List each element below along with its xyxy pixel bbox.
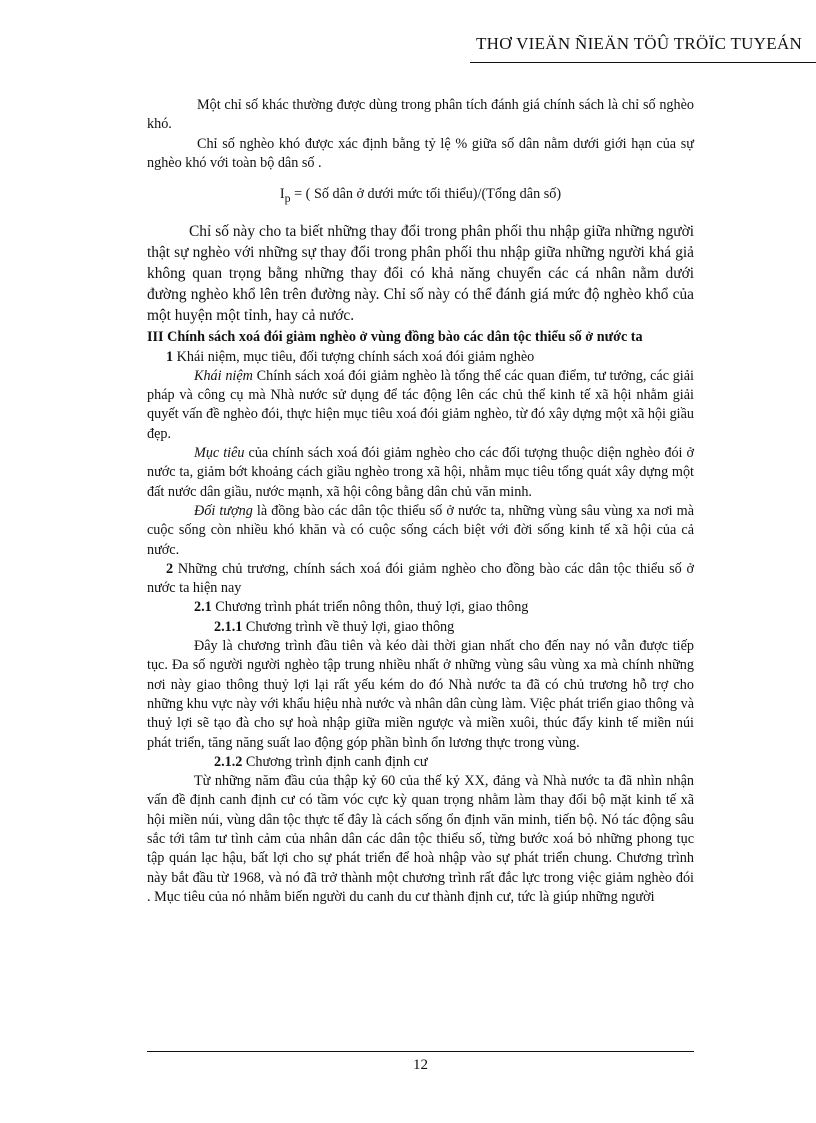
page-body	[147, 96, 694, 907]
formula-symbol: I	[279, 186, 285, 203]
subheading-2	[147, 560, 694, 599]
footer-divider	[147, 1051, 694, 1052]
paragraph-objective	[147, 444, 694, 502]
formula-poverty-index	[147, 185, 694, 208]
header-divider	[470, 62, 816, 63]
subheading-2-1-number: 2.1	[194, 599, 212, 616]
running-header: THƠ VIEÄN ÑIEÄN TÖÛ TRÖÏC TUYEÁN	[476, 34, 803, 53]
subheading-2-1-2	[147, 753, 694, 772]
formula-subscript: p	[284, 191, 291, 206]
subheading-2-text: Những chủ trương, chính sách xoá đói giảm nghèo cho đồng bào các dân tộc thiểu số ở nước ta hiện nay	[147, 560, 694, 597]
subheading-1	[147, 348, 694, 367]
term-objective: Mục tiêu	[194, 445, 245, 462]
paragraph-poverty-index-definition: Chỉ số nghèo khó được xác định bằng tỷ lệ % giữa số dân nằm dưới giới hạn của sự nghèo khó với toàn bộ dân số .	[147, 135, 694, 171]
paragraph-poverty-index-intro: Một chỉ số khác thường được dùng trong phân tích đánh giá chính sách là chỉ số nghèo khó.	[147, 97, 694, 133]
paragraph-irrigation-transport: Đây là chương trình đầu tiên và kéo dài thời gian nhất cho đến nay nó vẫn được tiếp tục. Đa số người người nghèo tập trung nhiều nhất ở những vùng sâu vùng xa mà chính những nơi này giao thông thuỷ lợi lại rất yếu kém do đó Nhà nước ta đã có chủ trương hỗ trợ cho những khu vực này với khẩu hiệu nhà nước và nhân dân cùng làm. Việc phát triển giao thông và thuỷ lợi sẽ tạo đà cho sự hoà nhập giữa miền ngược và miền xuôi, thúc đẩy kinh tế miền núi phát triển, tăng năng suất lao động góp phần bình ổn lương thực trong vùng.	[147, 638, 694, 751]
concept-text: Chính sách xoá đói giảm nghèo là tổng thể các quan điểm, tư tưởng, các giải pháp và công cụ mà Nhà nước sử dụng để tác động lên các chủ thể kinh tế xã hội nhằm giải quyết vấn đề nghèo đói, thực hiện mục tiêu xoá đói giảm nghèo, từ đó xây dựng một xã hội giầu đẹp.	[147, 367, 694, 442]
objective-text: của chính sách xoá đói giảm nghèo cho các đối tượng thuộc diện nghèo đói ở nước ta, giảm bớt khoảng cách giầu nghèo trong xã hội, nhằm mục tiêu tổng quát xây dựng một đất nước dân giầu, nước mạnh, xã hội công bằng dân chủ văn minh.	[147, 445, 695, 500]
subheading-2-1-1	[147, 618, 694, 637]
subheading-2-1	[147, 598, 694, 617]
subheading-2-1-2-text: Chương trình định canh định cư	[242, 753, 428, 770]
paragraph-sedentarization: Từ những năm đầu của thập kỷ 60 của thế kỷ XX, đảng và Nhà nước ta đã nhìn nhận vấn đề định canh định cư có tầm vóc cực kỳ quan trọng nhằm làm thay đổi bộ mặt kinh tế xã hội miền núi, vùng dân tộc thực tế đây là cách sống ổn định văn minh, tiến bộ. Nó tác động sâu sắc tới tâm tư tình cảm của nhân dân các dân tộc thiểu số, từng bước xoá bỏ những phong tục tập quán lạc hậu, bất lợi cho sự phát triển để hoà nhập vào sự phát triển chung. Chương trình này bắt đầu từ 1968, và nó đã trở thành một chương trình rất đắc lực trong việc giảm nghèo đói . Mục tiêu của nó nhằm biến người du canh du cư thành định cư, tức là giúp những người	[147, 773, 694, 905]
subheading-2-1-2-number: 2.1.2	[214, 753, 243, 770]
formula-expression: = ( Số dân ở dưới mức tối thiểu)/(Tổng dân số)	[290, 186, 562, 203]
subheading-1-text: Khái niệm, mục tiêu, đối tượng chính sách xoá đói giảm nghèo	[173, 348, 535, 365]
term-target-group: Đối tượng	[194, 502, 253, 519]
term-concept: Khái niệm	[194, 367, 253, 384]
paragraph-concept	[147, 367, 694, 444]
target-group-text: là đồng bào các dân tộc thiểu số ở nước ta, những vùng sâu vùng xa nơi mà cuộc sống còn nhiều khó khăn và có cuộc sống cách biệt với đời sống kinh tế xã hội của cả nước.	[147, 502, 694, 558]
subheading-2-1-1-number: 2.1.1	[214, 618, 243, 635]
subheading-1-number: 1	[166, 348, 174, 365]
subheading-2-number: 2	[166, 560, 174, 577]
paragraph-index-meaning: Chỉ số này cho ta biết những thay đổi trong phân phối thu nhập giữa những người thật sự nghèo với những sự thay đổi trong phân phối thu nhập giữa những người khá giả không quan trọng bằng những thay đổi có khả năng chuyển các cá nhân nằm dưới đường nghèo khổ lên trên đường này. Chỉ số này có thể đánh giá mức độ nghèo khổ của một huyện một tỉnh, hay cả nước.	[147, 223, 694, 324]
section-heading-iii: III Chính sách xoá đói giảm nghèo ở vùng đồng bào các dân tộc thiểu số ở nước ta	[147, 329, 643, 346]
subheading-2-1-text: Chương trình phát triển nông thôn, thuỷ lợi, giao thông	[211, 599, 529, 616]
page-number: 12	[413, 1057, 428, 1073]
paragraph-target-group	[147, 502, 694, 560]
subheading-2-1-1-text: Chương trình về thuỷ lợi, giao thông	[242, 618, 455, 635]
